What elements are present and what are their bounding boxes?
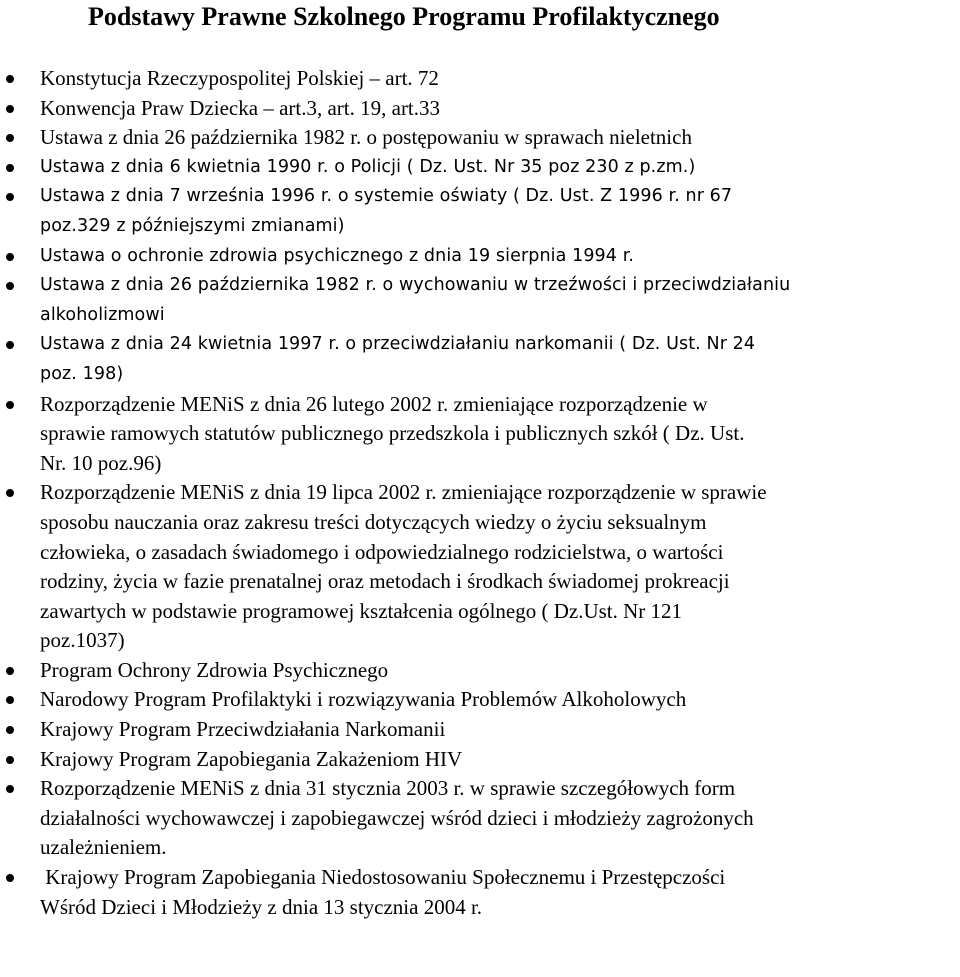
list-item [0,123,960,153]
bullet-icon [6,253,14,261]
bullet-icon [6,134,14,142]
list-item [0,153,960,183]
item-text-line: poz.329 z późniejszymi zmianami) [40,215,345,236]
bullet-icon [6,726,14,734]
item-text-line: Nr. 10 poz.96) [40,450,162,475]
list-item [0,715,960,745]
list-item [0,478,960,656]
item-text-line: Ustawa z dnia 24 kwietnia 1997 r. o przeciwdziałaniu narkomanii ( Dz. Ust. Nr 24 [40,334,756,355]
list-item [0,774,960,863]
bullet-icon [6,489,14,497]
item-text-line: Wśród Dzieci i Młodzieży z dnia 13 stycznia 2004 r. [40,894,483,919]
bullet-icon [6,75,14,83]
list-item [0,863,960,922]
item-text-line: Krajowy Program Zapobiegania Zakażeniom HIV [40,746,463,771]
item-text-line: Rozporządzenie MENiS z dnia 19 lipca 2002 r. zmieniające rozporządzenie w sprawie [40,480,767,505]
item-text-line: Konwencja Praw Dziecka – art.3, art. 19, art.33 [40,95,441,120]
item-text-line: poz. 198) [40,363,124,384]
list-item [0,745,960,775]
bullet-icon [6,785,14,793]
item-text-line: Ustawa o ochronie zdrowia psychicznego z dnia 19 sierpnia 1994 r. [40,245,635,266]
item-text-line: Krajowy Program Przeciwdziałania Narkomanii [40,717,446,742]
list-item [0,685,960,715]
list-item [0,64,960,94]
item-text-line: zawartych w podstawie programowej kształcenia ogólnego ( Dz.Ust. Nr 121 [40,598,683,623]
bullet-icon [6,401,14,409]
item-text-line: człowieka, o zasadach świadomego i odpowiedzialnego rodzicielstwa, o wartości [40,539,724,564]
item-text-line: Rozporządzenie MENiS z dnia 31 stycznia 2003 r. w sprawie szczegółowych form [40,776,736,801]
item-text-line: alkoholizmowi [40,304,165,325]
bullet-icon [6,874,14,882]
list-item [0,242,960,272]
bullet-icon [6,756,14,764]
item-text-line: sprawie ramowych statutów publicznego przedszkola i publicznych szkół ( Dz. Ust. [40,421,745,446]
list-item [0,656,960,686]
item-text-line: Rozporządzenie MENiS z dnia 26 lutego 2002 r. zmieniające rozporządzenie w [40,391,708,416]
item-text-line: sposobu nauczania oraz zakresu treści dotyczących wiedzy o życiu seksualnym [40,509,707,534]
list-item [0,182,960,241]
item-text-line: Narodowy Program Profilaktyki i rozwiązywania Problemów Alkoholowych [40,687,687,712]
item-text-line: rodziny, życia w fazie prenatalnej oraz metodach i środkach świadomej prokreacji [40,569,730,594]
page-title: Podstawy Prawne Szkolnego Programu Profilaktycznego [88,2,720,31]
bullet-icon [6,696,14,704]
item-text-line: uzależnieniem. [40,835,167,860]
item-text-line: Konstytucja Rzeczypospolitej Polskiej – art. 72 [40,66,439,90]
item-text-line: Krajowy Program Zapobiegania Niedostosowaniu Społecznemu i Przestępczości [40,865,726,890]
bullet-icon [6,193,14,201]
list-item [0,390,960,479]
bullet-icon [6,164,14,172]
bullet-icon [6,282,14,290]
item-text-line: Program Ochrony Zdrowia Psychicznego [40,657,389,682]
list-item [0,94,960,124]
legal-basis-list [0,64,960,922]
list-item [0,330,960,389]
item-text-line: Ustawa z dnia 26 października 1982 r. o wychowaniu w trzeźwości i przeciwdziałaniu [40,275,791,296]
item-text-line: Ustawa z dnia 26 października 1982 r. o postępowaniu w sprawach nieletnich [40,125,692,150]
item-text-line: Ustawa z dnia 7 września 1996 r. o systemie oświaty ( Dz. Ust. Z 1996 r. nr 67 [40,186,733,207]
list-item [0,271,960,330]
item-text-line: poz.1037) [40,628,125,653]
bullet-icon [6,105,14,113]
bullet-icon [6,341,14,349]
item-text-line: Ustawa z dnia 6 kwietnia 1990 r. o Policji ( Dz. Ust. Nr 35 poz 230 z p.zm.) [40,156,696,177]
bullet-icon [6,667,14,675]
item-text-line: działalności wychowawczej i zapobiegawczej wśród dzieci i młodzieży zagrożonych [40,805,754,830]
